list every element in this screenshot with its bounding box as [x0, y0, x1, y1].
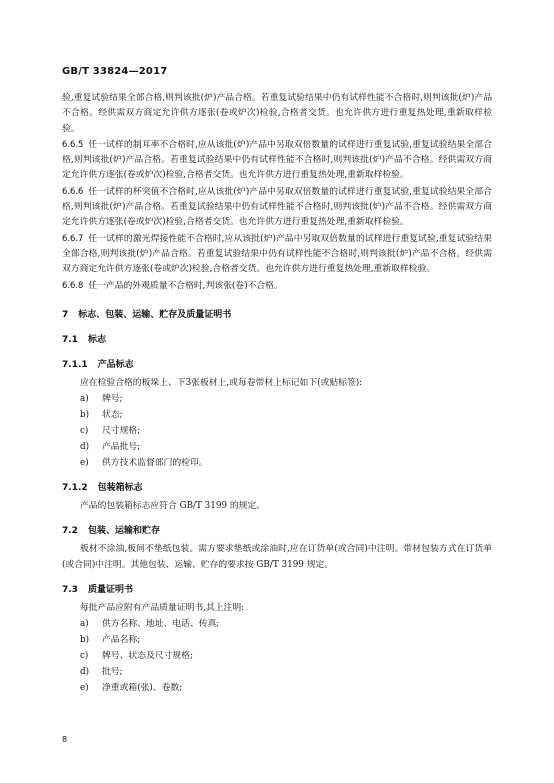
item-text: 批号;: [102, 667, 123, 678]
heading-number: 7.2: [62, 526, 78, 537]
item-label: d): [80, 442, 90, 453]
continued-paragraph: 验,重复试验结果全部合格,则判该批(炉)产品合格。若重复试验结果中仍有试样性能不合格时,则判该批(炉)产品不合格。经供需双方商定允许供方逐张(卷或炉次)检验,合格者交货。也允许供方进行重复热处理,重新取样检验。: [62, 93, 492, 134]
item-text: 牌号、状态及尺寸规格;: [102, 651, 193, 662]
heading-number: 7: [62, 309, 69, 320]
heading-number: 7.1.1: [62, 359, 88, 370]
list-item: [62, 664, 492, 680]
list-item: [62, 632, 492, 648]
section-7-1-2-heading: [62, 481, 492, 496]
item-text: 净重或箱(张)、卷数;: [102, 683, 183, 694]
heading-number: 7.3: [62, 585, 78, 596]
clause-text: 任一试样的杯突值不合格时,应从该批(炉)产品中另取双倍数量的试样进行重复试验,重复试验结果全部合格,则判该批(炉)产品合格。若重复试验结果中仍有试样性能不合格时,则判该批(炉)产品不合格。经供需双方商定允许供方逐张(卷或炉次)检验,合格者交货。也允许供方进行重复热处理,重新取样检验。: [62, 186, 492, 228]
clause-text: 任一试样的激光焊接性能不合格时,应从该批(炉)产品中另取双倍数量的试样进行重复试验,重复试验结果全部合格,则判该批(炉)产品合格。若重复试验结果中仍有试样性能不合格时,则判该批(炉)产品不合格。经供需双方商定允许供方逐张(卷或炉次)检验,合格者交货。也允许供方进行重复热处理,重新取样检验。: [62, 233, 492, 275]
section-7-3-intro: 每批产品应附有产品质量证明书,其上注明:: [80, 603, 245, 614]
clause-number: 6.6.7: [62, 232, 84, 243]
clause-number: 6.6.8: [62, 279, 84, 290]
clause-number: 6.6.6: [62, 185, 84, 196]
item-label: a): [80, 394, 89, 405]
section-7-1-1-intro: 应在检验合格的板垛上、下3张板材上,或每卷带材上标记如下(或贴标签):: [80, 377, 363, 388]
item-label: d): [80, 667, 90, 678]
list-item: [62, 391, 492, 407]
product-marking-list: [62, 391, 492, 471]
section-7-2-text: 板材不涂油,板间不垫纸包装。需方要求垫纸或涂油时,应在订货单(或合同)中注明。带材包装方式在订货单(或合同)中注明。其他包装、运输、贮存的要求按 GB/T 3199 规定。: [62, 544, 492, 570]
section-7-2-heading: [62, 524, 492, 539]
heading-title: 包装、运输和贮存: [87, 526, 160, 537]
section-7-3-heading: [62, 583, 492, 598]
heading-number: 7.1.2: [62, 483, 88, 494]
heading-title: 标志: [87, 334, 106, 345]
heading-title: 质量证明书: [87, 585, 133, 596]
item-text: 产品批号;: [102, 442, 141, 453]
clause-number: 6.6.5: [62, 138, 84, 149]
heading-title: 产品标志: [97, 359, 134, 370]
section-7-1-heading: [62, 333, 492, 348]
heading-title: 标志、包装、运输、贮存及质量证明书: [78, 309, 232, 320]
list-item: [62, 680, 492, 696]
item-text: 产品名称;: [102, 635, 141, 646]
item-text: 供方名称、地址、电话、传真;: [102, 619, 220, 630]
section-7-1-2-text: 产品的包装箱标志应符合 GB/T 3199 的规定。: [80, 501, 266, 512]
item-text: 状态;: [102, 410, 123, 421]
list-item: [62, 439, 492, 455]
list-item: [62, 407, 492, 423]
list-item: [62, 423, 492, 439]
page-number: 8: [62, 735, 68, 744]
item-label: c): [80, 651, 89, 662]
item-label: a): [80, 619, 89, 630]
clause-6-6-7: [62, 231, 492, 278]
item-text: 供方技术监督部门的检印。: [102, 458, 208, 469]
heading-number: 7.1: [62, 334, 78, 345]
item-label: e): [80, 458, 89, 469]
quality-certificate-list: [62, 616, 492, 696]
heading-title: 包装箱标志: [97, 483, 143, 494]
item-label: c): [80, 426, 89, 437]
list-item: [62, 616, 492, 632]
list-item: [62, 455, 492, 471]
item-label: b): [80, 635, 90, 646]
clause-text: 任一产品的外观质量不合格时,判该张(卷)不合格。: [88, 280, 283, 291]
clause-6-6-8: [62, 278, 492, 294]
item-label: b): [80, 410, 90, 421]
clause-6-6-6: [62, 184, 492, 231]
item-text: 尺寸规格;: [102, 426, 141, 437]
clause-text: 任一试样的制耳率不合格时,应从该批(炉)产品中另取双倍数量的试样进行重复试验,重复试验结果全部合格,则判该批(炉)产品合格。若重复试验结果中仍有试样性能不合格时,则判该批(炉)产品不合格。经供需双方商定允许供方逐张(卷或炉次)检验,合格者交货。也允许供方进行重复热处理,重新取样检验。: [62, 139, 492, 181]
chapter-7-heading: [62, 308, 492, 323]
list-item: [62, 648, 492, 664]
item-label: e): [80, 683, 89, 694]
standard-code: GB/T 33824—2017: [62, 66, 168, 77]
item-text: 牌号;: [102, 394, 123, 405]
section-7-1-1-heading: [62, 358, 492, 373]
clause-6-6-5: [62, 137, 492, 184]
document-body: [62, 91, 492, 696]
